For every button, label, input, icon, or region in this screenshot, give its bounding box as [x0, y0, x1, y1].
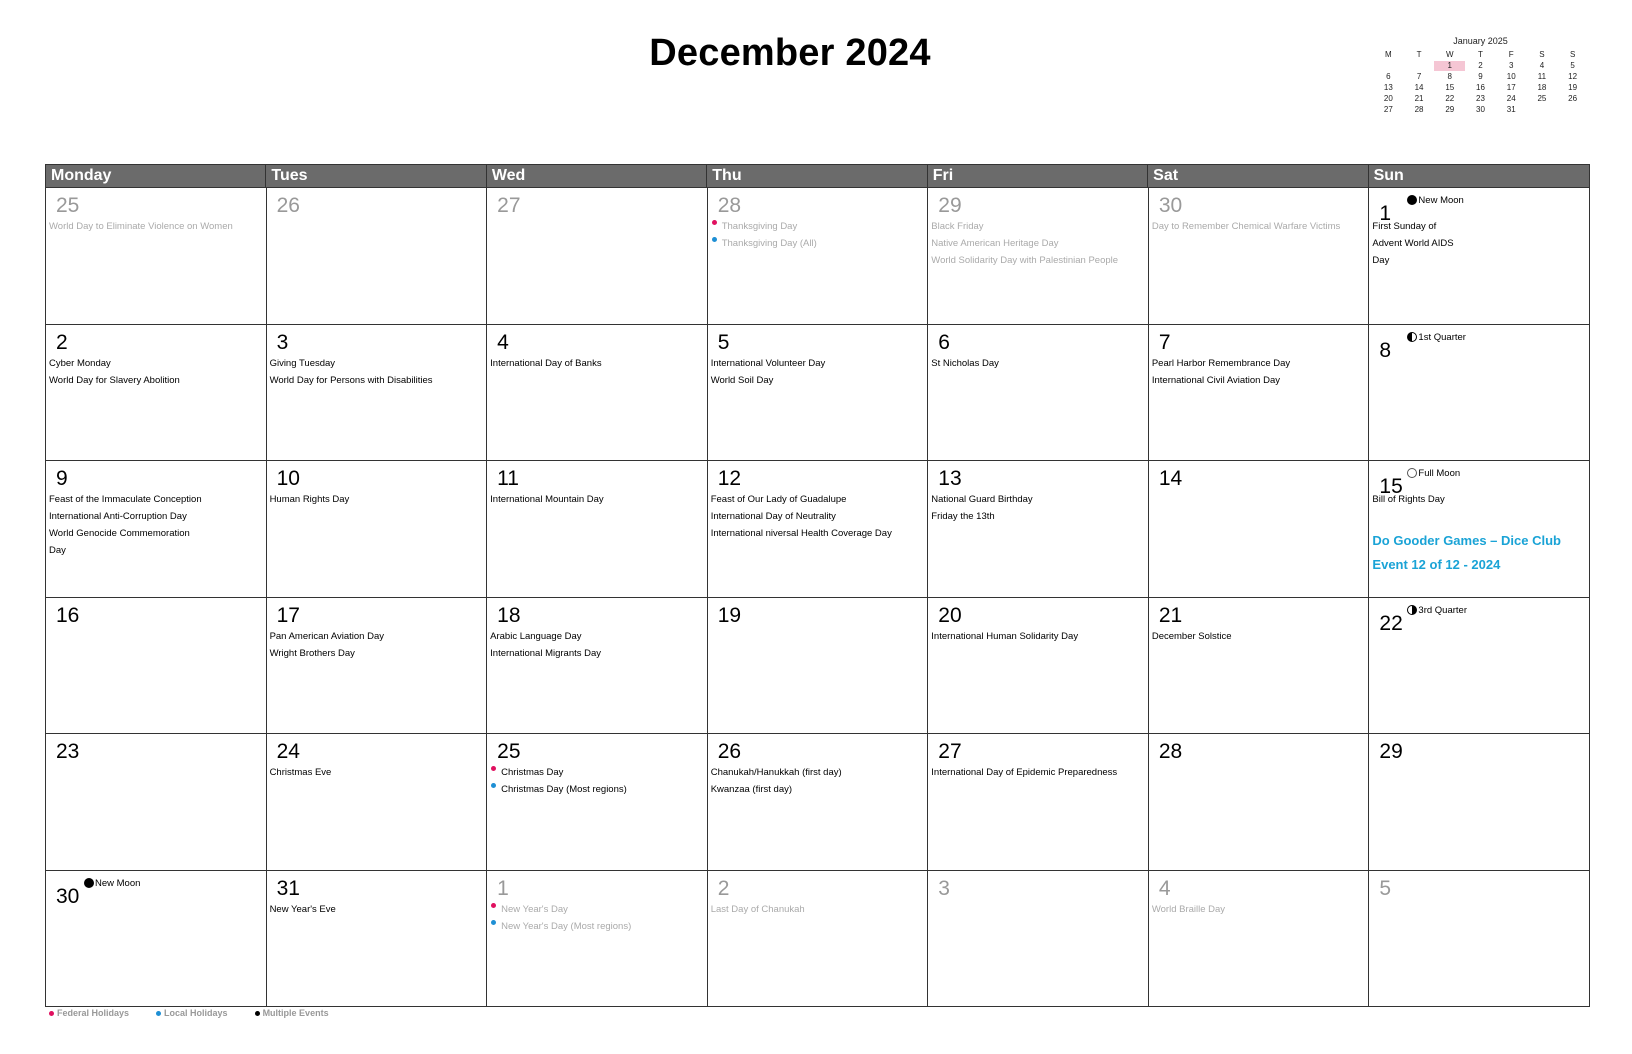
calendar-event[interactable]: Advent World AIDS [1372, 238, 1454, 249]
day-cell[interactable] [487, 734, 708, 871]
day-number: 29 [938, 194, 962, 217]
mini-calendar-day[interactable]: 10 [1506, 72, 1516, 81]
day-number: 28 [1158, 740, 1183, 763]
weekday-header-tuesday: Tues [266, 165, 486, 187]
mini-calendar-day[interactable]: 2 [1478, 61, 1483, 70]
calendar-event[interactable]: International Civil Aviation Day [1151, 374, 1280, 386]
day-events [270, 355, 483, 389]
day-number: 21 [1158, 603, 1183, 627]
day-number: 30 [1158, 194, 1183, 217]
calendar-event[interactable]: International Mountain Day [490, 494, 604, 505]
calendar-event[interactable]: International Day of Banks [490, 357, 602, 369]
day-cell[interactable] [1369, 734, 1590, 871]
day-cell[interactable] [487, 325, 708, 462]
third-moon-icon [1407, 605, 1417, 615]
day-number: 14 [1158, 467, 1183, 490]
day-number: 22 [1379, 611, 1403, 635]
day-events [711, 901, 924, 918]
mini-calendar-day[interactable]: 27 [1383, 105, 1393, 114]
mini-calendar-day[interactable]: 22 [1445, 94, 1455, 103]
day-number: 26 [276, 194, 300, 217]
calendar-event[interactable]: Last Day of Chanukah [710, 903, 805, 915]
day-number: 25 [497, 740, 521, 763]
mini-calendar-weekday: M [1385, 50, 1392, 59]
calendar-event[interactable]: Pearl Harbor Remembrance Day [1151, 357, 1291, 369]
mini-calendar-day[interactable] [1373, 61, 1404, 71]
day-events [490, 901, 703, 935]
day-number: 24 [276, 740, 300, 763]
day-number: 1 [1379, 202, 1392, 225]
day-cell[interactable] [708, 325, 929, 462]
calendar-event[interactable]: December Solstice [1151, 630, 1232, 642]
day-cell[interactable] [487, 871, 708, 1008]
day-number: 9 [56, 467, 68, 490]
day-number: 19 [717, 603, 742, 627]
weekday-header-friday: Fri [928, 165, 1148, 187]
day-cell[interactable] [708, 734, 929, 871]
mini-calendar-day[interactable]: 9 [1478, 72, 1483, 81]
calendar-event[interactable]: Native American Heritage Day [931, 238, 1059, 249]
day-number: 23 [56, 740, 80, 763]
day-cell[interactable] [267, 871, 488, 1008]
featured-event-line: Do Gooder Games – Dice Club [1372, 533, 1561, 548]
mini-calendar-day[interactable]: 23 [1476, 94, 1485, 103]
day-cell[interactable] [46, 188, 267, 325]
calendar-event[interactable]: Human Rights Day [269, 494, 350, 505]
new-moon-icon [84, 878, 94, 888]
day-events [49, 491, 262, 559]
calendar-event[interactable]: International Volunteer Day [710, 357, 826, 369]
day-number: 18 [497, 603, 521, 627]
day-cell[interactable] [708, 598, 929, 735]
mini-calendar-day[interactable]: 15 [1445, 83, 1455, 92]
day-cell[interactable] [708, 871, 929, 1008]
weekday-header-sunday: Sun [1373, 167, 1404, 184]
calendar-event[interactable]: International Anti-Corruption Day [49, 511, 187, 522]
day-cell[interactable] [1369, 188, 1590, 325]
day-cell[interactable] [928, 461, 1149, 598]
day-events [711, 491, 924, 542]
mini-calendar-day[interactable]: 30 [1476, 105, 1485, 114]
mini-calendar-day[interactable]: 31 [1506, 105, 1516, 114]
calendar-event[interactable]: Christmas Day [490, 764, 703, 781]
day-cell[interactable] [46, 734, 267, 871]
day-events [711, 218, 924, 252]
moon-phase [1407, 604, 1467, 618]
calendar-event[interactable]: Giving Tuesday [269, 357, 336, 369]
day-number: 15 [1379, 475, 1403, 498]
day-number: 16 [56, 603, 80, 627]
calendar-event[interactable]: International Human Solidarity Day [931, 630, 1079, 642]
full-moon-icon [1407, 468, 1417, 478]
moon-phase-label: New Moon [95, 877, 141, 889]
mini-calendar-day[interactable]: 13 [1383, 83, 1393, 92]
day-events [931, 355, 1144, 372]
day-cell[interactable] [487, 461, 708, 598]
day-events [490, 764, 703, 798]
month-calendar [45, 164, 1590, 1007]
weekday-header-saturday: Sat [1148, 165, 1368, 187]
day-events [49, 218, 262, 235]
day-cell[interactable] [1149, 871, 1370, 1008]
day-cell[interactable] [267, 188, 488, 325]
calendar-event[interactable]: Kwanzaa (first day) [710, 784, 793, 795]
day-cell[interactable] [1369, 461, 1590, 598]
calendar-event[interactable]: First Sunday of [1372, 221, 1437, 232]
calendar-event[interactable]: International Migrants Day [490, 647, 602, 659]
day-events [1152, 218, 1365, 235]
day-cell[interactable] [46, 461, 267, 598]
featured-event[interactable] [1372, 529, 1561, 577]
day-number: 4 [1158, 876, 1171, 900]
calendar-event[interactable]: World Genocide Commemoration [49, 528, 190, 539]
mini-calendar-weekday: T [1478, 50, 1483, 59]
mini-calendar-day[interactable]: 19 [1568, 83, 1578, 92]
day-number: 31 [276, 876, 300, 900]
day-events [270, 628, 483, 662]
day-cell[interactable] [267, 325, 488, 462]
mini-calendar-weekday: W [1446, 50, 1454, 59]
day-cell[interactable] [267, 461, 488, 598]
day-cell[interactable] [928, 598, 1149, 735]
day-events [1152, 901, 1365, 918]
calendar-event[interactable]: Bill of Rights Day [1372, 494, 1445, 505]
moon-phase [1407, 194, 1463, 208]
mini-calendar-day[interactable]: 14 [1414, 83, 1424, 92]
day-cell[interactable] [928, 325, 1149, 462]
calendar-event[interactable]: Black Friday [931, 221, 984, 232]
day-cell[interactable] [708, 461, 929, 598]
day-cell[interactable] [46, 871, 267, 1008]
day-cell[interactable] [1149, 734, 1370, 871]
calendar-event[interactable]: World Braille Day [1151, 903, 1226, 915]
moon-phase-label: New Moon [1418, 195, 1464, 206]
day-events [49, 355, 262, 389]
calendar-event[interactable]: Day to Remember Chemical Warfare Victims [1151, 221, 1341, 232]
day-events [931, 628, 1144, 645]
day-cell[interactable] [928, 188, 1149, 325]
mini-calendar-day[interactable]: 1 [1434, 61, 1465, 71]
mini-calendar-day[interactable]: 25 [1537, 94, 1547, 103]
calendar-event[interactable]: New Year's Day [490, 901, 703, 918]
mini-calendar-day[interactable]: 26 [1568, 94, 1578, 103]
mini-calendar-day[interactable]: 20 [1383, 94, 1393, 103]
day-number: 1 [497, 876, 509, 900]
mini-calendar-day[interactable] [1557, 105, 1588, 115]
calendar-event[interactable]: Arabic Language Day [490, 630, 582, 642]
mini-calendar-weekday: T [1416, 50, 1422, 59]
mini-calendar-day[interactable]: 7 [1416, 72, 1422, 81]
day-events [1152, 355, 1365, 389]
legend [48, 1008, 355, 1018]
mini-calendar-weekday: F [1508, 50, 1514, 59]
day-events [931, 491, 1144, 525]
day-cell[interactable] [1369, 325, 1590, 462]
calendar-event[interactable]: Feast of Our Lady of Guadalupe [710, 494, 847, 505]
mini-calendar-day[interactable]: 8 [1447, 72, 1452, 81]
day-number: 25 [56, 194, 80, 217]
day-number: 30 [56, 884, 80, 908]
day-number: 26 [717, 740, 742, 763]
calendar-event[interactable]: Feast of the Immaculate Conception [49, 494, 202, 505]
day-cell[interactable] [487, 598, 708, 735]
calendar-event[interactable]: Christmas Eve [269, 767, 332, 778]
calendar-event[interactable]: Day [49, 545, 66, 556]
moon-phase-label: 3rd Quarter [1418, 604, 1467, 616]
day-events [270, 764, 483, 781]
day-cell[interactable] [1149, 598, 1370, 735]
mini-calendar-weekday: S [1569, 50, 1576, 59]
calendar-event[interactable]: World Soil Day [710, 374, 774, 386]
mini-calendar-day[interactable]: 4 [1539, 61, 1545, 70]
day-number: 5 [1379, 876, 1392, 900]
mini-calendar-day[interactable]: 3 [1508, 61, 1514, 70]
calendar-event[interactable]: Wright Brothers Day [269, 647, 355, 659]
day-cell[interactable] [267, 734, 488, 871]
mini-calendar-day[interactable]: 29 [1445, 105, 1455, 114]
moon-phase-label: 1st Quarter [1418, 331, 1466, 343]
day-number: 28 [717, 194, 742, 217]
legend-item-multiple: Multiple Events [254, 1008, 329, 1018]
day-cell[interactable] [46, 598, 267, 735]
day-cell[interactable] [46, 325, 267, 462]
moon-phase-label: Full Moon [1418, 468, 1461, 479]
day-number: 8 [1379, 338, 1392, 362]
page-title: December 2024 [649, 32, 931, 74]
mini-calendar-day[interactable]: 17 [1506, 83, 1516, 92]
featured-event-line: Event 12 of 12 - 2024 [1372, 557, 1501, 572]
day-events [1372, 218, 1585, 269]
day-cell[interactable] [487, 188, 708, 325]
day-events [270, 491, 483, 508]
mini-calendar-day[interactable]: 11 [1537, 72, 1547, 81]
weekday-header-wednesday: Wed [487, 165, 707, 187]
moon-phase [1407, 467, 1460, 481]
mini-calendar-weekday: S [1539, 50, 1545, 59]
mini-calendar [1373, 36, 1588, 115]
day-events [711, 764, 924, 798]
new-moon-icon [1407, 195, 1417, 205]
day-events [1152, 628, 1365, 645]
day-number: 3 [938, 876, 950, 900]
moon-phase [1407, 331, 1466, 345]
mini-calendar-day[interactable]: 21 [1414, 94, 1424, 103]
weekday-header-row [45, 164, 1590, 188]
day-cell[interactable] [708, 188, 929, 325]
calendar-event[interactable]: International Day of Neutrality [710, 511, 836, 522]
day-cell[interactable] [1149, 325, 1370, 462]
calendar-event[interactable]: Cyber Monday [49, 357, 111, 369]
mini-calendar-day[interactable]: 18 [1537, 83, 1547, 92]
mini-calendar-grid [1373, 50, 1588, 115]
moon-phase [84, 877, 140, 891]
mini-calendar-day[interactable] [1527, 105, 1558, 115]
mini-calendar-day[interactable]: 28 [1414, 105, 1424, 114]
calendar-weeks [45, 188, 1590, 1007]
mini-calendar-day[interactable]: 16 [1476, 83, 1485, 92]
day-number: 11 [497, 467, 519, 490]
mini-calendar-day[interactable] [1404, 61, 1435, 71]
day-events [711, 355, 924, 389]
calendar-event[interactable]: World Solidarity Day with Palestinian People [931, 255, 1119, 266]
day-number: 2 [56, 330, 68, 354]
mini-calendar-day[interactable]: 24 [1506, 94, 1516, 103]
day-number: 12 [717, 467, 742, 490]
day-number: 27 [497, 194, 521, 217]
day-cell[interactable] [1369, 598, 1590, 735]
calendar-event[interactable]: International niversal Health Coverage Day [710, 528, 892, 539]
day-cell[interactable] [267, 598, 488, 735]
calendar-event[interactable]: Thanksgiving Day (All) [711, 235, 924, 252]
day-events [490, 355, 703, 372]
day-cell[interactable] [928, 734, 1149, 871]
mini-calendar-day[interactable]: 6 [1386, 72, 1391, 81]
calendar-event[interactable]: Pan American Aviation Day [269, 630, 384, 642]
day-number: 20 [938, 603, 962, 627]
calendar-event[interactable]: St Nicholas Day [931, 357, 999, 369]
weekday-header-monday: Monday [46, 165, 266, 187]
day-events [931, 218, 1144, 269]
day-number: 29 [1379, 740, 1403, 763]
day-events [270, 901, 483, 918]
first-moon-icon [1407, 332, 1417, 342]
day-events [931, 764, 1144, 781]
calendar-event[interactable]: Thanksgiving Day [711, 218, 924, 235]
calendar-event[interactable]: New Year's Day (Most regions) [490, 918, 703, 935]
day-number: 3 [276, 330, 289, 354]
day-cell[interactable] [1369, 871, 1590, 1008]
calendar-event[interactable]: Christmas Day (Most regions) [490, 781, 703, 798]
mini-calendar-day[interactable]: 5 [1570, 61, 1575, 70]
day-number: 5 [717, 330, 730, 354]
legend-item-local: Local Holidays [155, 1008, 228, 1018]
calendar-event[interactable]: Day [1372, 255, 1390, 266]
day-cell[interactable] [928, 871, 1149, 1008]
calendar-event[interactable]: World Day to Eliminate Violence on Women [49, 221, 233, 232]
day-cell[interactable] [1149, 188, 1370, 325]
legend-item-federal: Federal Holidays [48, 1008, 129, 1018]
day-number: 27 [938, 740, 962, 763]
day-number: 4 [497, 330, 509, 354]
day-number: 2 [717, 876, 730, 900]
day-number: 17 [276, 603, 300, 627]
calendar-event[interactable]: International Day of Epidemic Preparedness [931, 767, 1118, 778]
calendar-event[interactable]: New Year's Eve [269, 903, 336, 915]
day-number: 6 [938, 330, 950, 354]
calendar-event[interactable]: Chanukah/Hanukkah (first day) [710, 767, 842, 778]
day-cell[interactable] [1149, 461, 1370, 598]
calendar-event[interactable]: World Day for Slavery Abolition [49, 374, 180, 386]
calendar-event[interactable]: World Day for Persons with Disabilities [269, 374, 433, 386]
mini-calendar-day[interactable]: 12 [1568, 72, 1578, 81]
day-number: 10 [276, 467, 300, 490]
weekday-header-thursday: Thu [707, 165, 927, 187]
day-events [490, 491, 703, 508]
day-events [1372, 491, 1585, 508]
day-number: 13 [938, 467, 962, 490]
calendar-event[interactable]: Friday the 13th [931, 511, 995, 522]
calendar-event[interactable]: National Guard Birthday [931, 494, 1033, 505]
mini-calendar-title: January 2025 [1453, 36, 1508, 46]
day-number: 7 [1158, 330, 1171, 354]
day-events [490, 628, 703, 662]
